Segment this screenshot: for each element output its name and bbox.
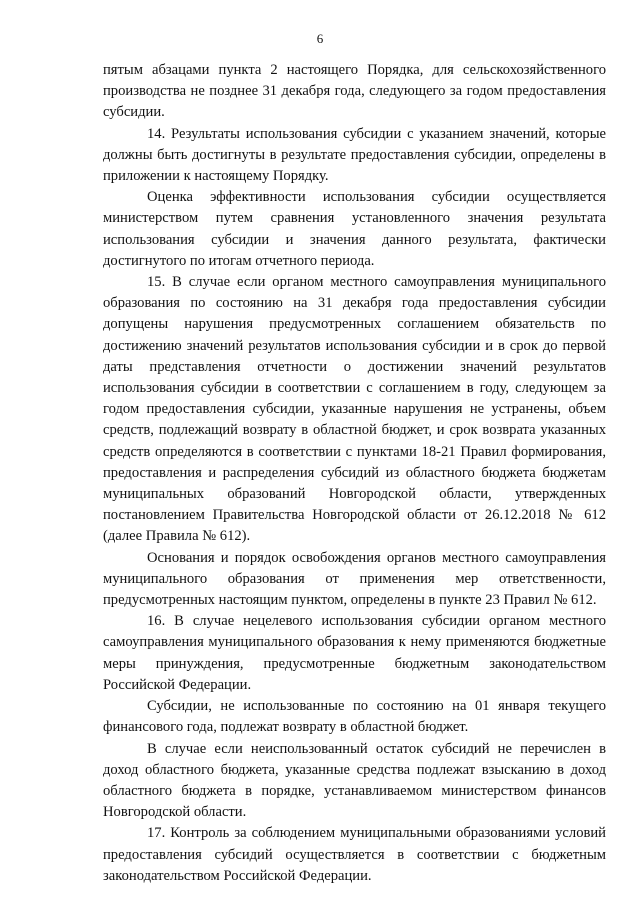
paragraph-item-17: 17. Контроль за соблюдением муниципальными образованиями условий предоставления субсидий осуществляется в соответствии с бюджетным законодательством Российской Федерации. — [103, 825, 606, 884]
paragraph-exemption-grounds: Основания и порядок освобождения органов местного самоуправления муниципального образования от применения мер ответственности, предусмотренных настоящим пунктом, определены в пункте 23 Правил № 612. — [103, 549, 606, 609]
paragraph-item-15: 15. В случае если органом местного самоуправления муниципального образования по состоянию на 31 декабря года предоставления субсидии допущены нарушения предусмотренных соглашением обязательств по достижению значений результатов использования субсидии и в срок до первой даты представления отчетности о достижении значений результатов использования субсидии в соответствии с соглашением в году, следующем за годом предоставления субсидии, указанные нарушения не устранены, объем средств, подлежащий возврату в областной бюджет, и срок возврата указанных средств определяются в соответствии с пунктами 18-21 Правил формирования, предоставления и распределения субсидий из областного бюджета бюджетам муниципальных образований Новгородской области, утвержденных постановлением Правительства Новгородской области от 26.12.2018 № 612 (далее Правила № 612). — [103, 274, 606, 545]
paragraph-continuation: пятым абзацами пункта 2 настоящего Порядка, для сельскохозяйственного производства не позднее 31 декабря года, следующего за годом предоставления субсидии. — [103, 62, 606, 121]
document-body — [103, 60, 606, 887]
paragraph-efficiency-assessment: Оценка эффективности использования субсидии осуществляется министерством путем сравнения установленного значения результата использования субсидии и значения данного результата, фактически достигнутого по итогам отчетного периода. — [103, 189, 606, 269]
paragraph-item-14: 14. Результаты использования субсидии с указанием значений, которые должны быть достигнуты в результате предоставления субсидии, определены в приложении к настоящему Порядку. — [103, 125, 606, 185]
paragraph-unused-subsidies: Субсидии, не использованные по состоянию на 01 января текущего финансового года, подлежат возврату в областной бюджет. — [103, 698, 606, 736]
paragraph-item-16: 16. В случае нецелевого использования субсидии органом местного самоуправления муниципального образования к нему применяются бюджетные меры принуждения, предусмотренные бюджетным законодательством Российской Федерации. — [103, 613, 606, 693]
page-number: 6 — [316, 31, 324, 46]
paragraph-recovery: В случае если неиспользованный остаток субсидий не перечислен в доход областного бюджета, указанные средства подлежат взысканию в доход областного бюджета в порядке, устанавливаемом министерством финансов Новгородской области. — [103, 740, 606, 821]
